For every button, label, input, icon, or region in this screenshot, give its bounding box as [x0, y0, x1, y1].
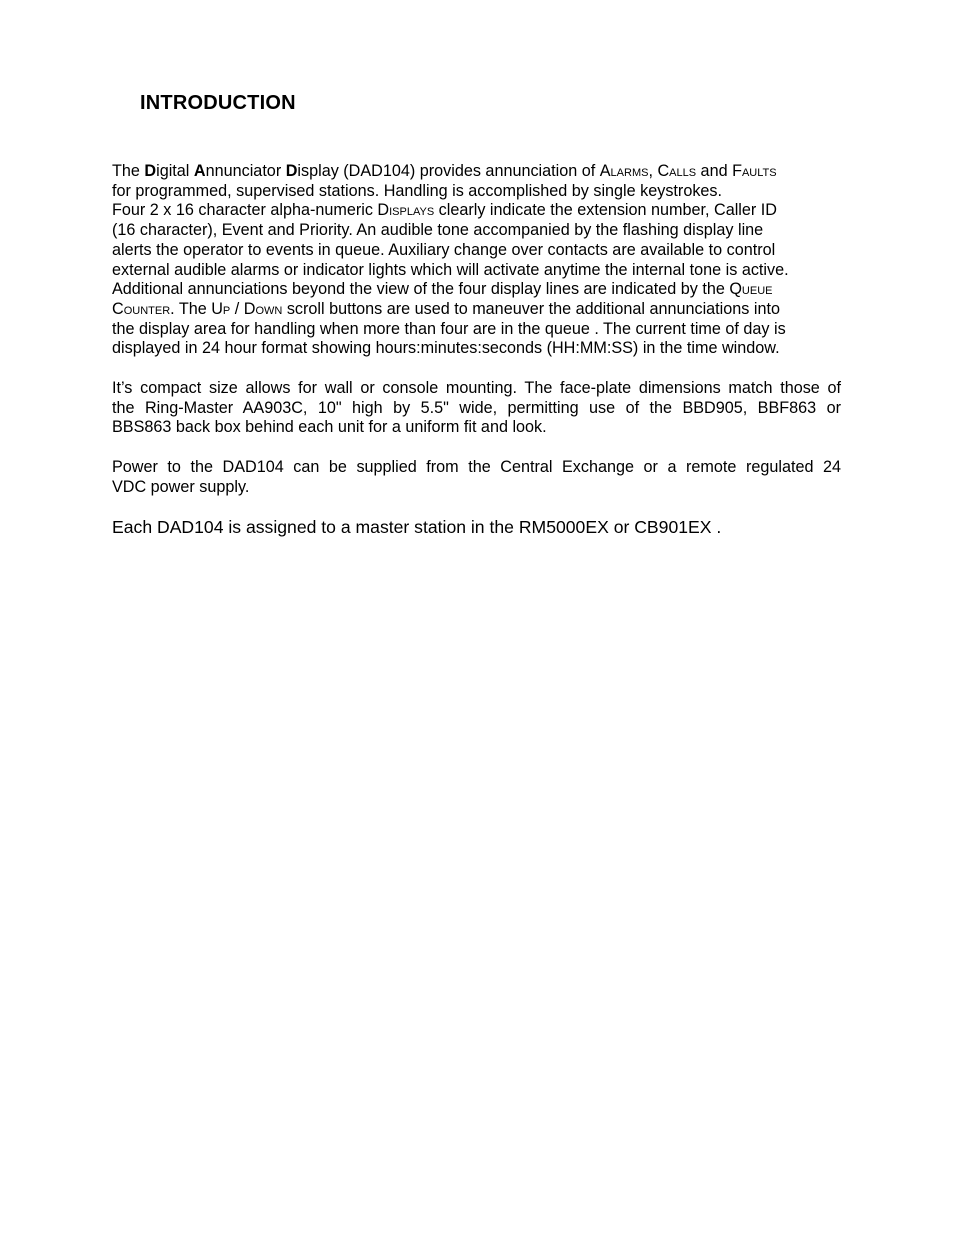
term-calls: Calls [657, 162, 697, 180]
term-faults: Faults [732, 162, 777, 180]
power-line-2: VDC power supply. [112, 477, 250, 496]
power-line-1: Power to the DAD104 can be supplied from the Central Exchange or a remote regulated 24 [112, 458, 841, 476]
intro-line-4: (16 character), Event and Priority. An audible tone accompanied by the flashing display line [112, 221, 764, 240]
intro-line-7: Additional annunciations beyond the view of the four display lines are indicated by the Queue [112, 280, 773, 299]
assignment-paragraph [112, 517, 841, 538]
term-displays: Displays [377, 201, 435, 220]
term-up: Up [211, 299, 231, 318]
term-queue: Queue [729, 280, 773, 299]
term-alarms: Alarms [599, 162, 649, 180]
intro-line-9: the display area for handling when more than four are in the queue . The current time of day is [112, 319, 786, 338]
mounting-line-2: the Ring-Master AA903C, 10" high by 5.5" wide, permitting use of the BBD905, BBF863 or [112, 398, 841, 417]
assignment-line: Each DAD104 is assigned to a master station in the RM5000EX or CB901EX . [112, 517, 722, 537]
intro-line-2: for programmed, supervised stations. Handling is accomplished by single keystrokes. [112, 181, 723, 200]
intro-paragraph [112, 162, 841, 359]
term-counter: Counter [112, 299, 171, 318]
intro-line-5: alerts the operator to events in queue. Auxiliary change over contacts are available to control [112, 240, 776, 259]
intro-line-1: The Digital Annunciator Display (DAD104) provides annunciation of Alarms, Calls and Faults [112, 162, 777, 180]
mounting-line-1: It’s compact size allows for wall or console mounting. The face-plate dimensions match those of [112, 379, 841, 397]
mounting-line-3: BBS863 back box behind each unit for a uniform fit and look. [112, 418, 547, 437]
term-down: Down [243, 299, 283, 318]
power-paragraph [112, 458, 841, 497]
intro-line-6: external audible alarms or indicator lights which will activate anytime the internal tone is active. [112, 260, 789, 279]
intro-line-10: displayed in 24 hour format showing hours:minutes:seconds (HH:MM:SS) in the time window. [112, 339, 780, 358]
mounting-paragraph [112, 379, 841, 438]
page-title: INTRODUCTION [140, 92, 296, 114]
intro-line-8: Counter. The Up / Down scroll buttons are used to maneuver the additional annunciations into [112, 299, 780, 318]
intro-line-3: Four 2 x 16 character alpha-numeric Displays clearly indicate the extension number, Caller ID [112, 201, 777, 220]
